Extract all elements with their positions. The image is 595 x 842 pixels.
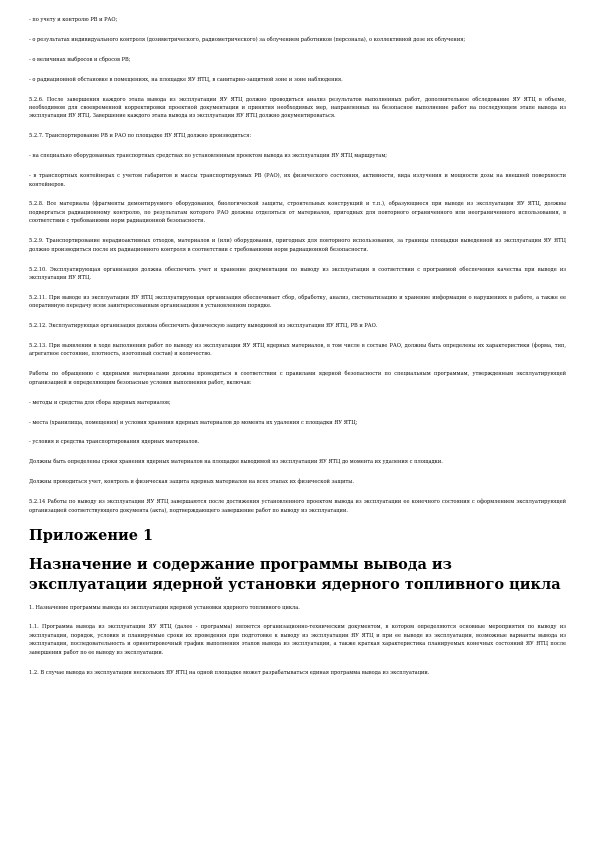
appendix-label: Приложение 1 xyxy=(29,526,154,544)
paragraph: Работы по обращению с ядерными материалами должны проводиться в соответствии с правилами ядерной безопасности по специальным программам, утвержденным эксплуатирующей организацией и определяющим безопасные условия выполнения работ, включая: xyxy=(29,371,566,386)
paragraph: 5.2.9. Транспортирование нерадиоактивных отходов, материалов и (или) оборудования, пригодных для повторного использования, за границы площадки выведенной из эксплуатации ЯУ ЯТЦ должно производиться после их радиационного контроля в соответствии с требованиями норм радиационной безопасности. xyxy=(29,238,566,253)
paragraph: 1.1. Программа вывода из эксплуатации ЯУ ЯТЦ (далее - программа) является организационно-техническим документом, в котором определяются основные мероприятия по выводу из эксплуатации, порядок, условия и планируемые сроки их проведения при подготовке к выводу из эксплуатации ЯУ ЯТЦ и при ее выводе из эксплуатации, возможные варианты вывода из эксплуатации, последовательность и ориентировочный график выполнения этапов вывода из эксплуатации, а также краткая характеристика планируемых конечных состояний ЯУ ЯТЦ после завершения работ по ее выводу из эксплуатации. xyxy=(29,624,566,656)
paragraph: 5.2.7. Транспортирование РВ и РАО по площадке ЯУ ЯТЦ должно производиться: xyxy=(29,133,252,140)
paragraph: - о радиационной обстановке в помещениях, на площадке ЯУ ЯТЦ, в санитарно-защитной зоне и зоне наблюдения. xyxy=(29,76,343,83)
paragraph: 5.2.14 Работы по выводу из эксплуатации ЯУ ЯТЦ завершаются после достижения установленного проектом вывода из эксплуатации ее конечного состояния с оформлением эксплуатирующей организацией соответствующего документа (акта), подтверждающего завершение работ по выводу из эксплуатации. xyxy=(29,499,566,514)
paragraph: 5.2.12. Эксплуатирующая организация должна обеспечить физическую защиту выводимой из эксплуатации ЯУ ЯТЦ, РВ и РАО. xyxy=(29,323,378,330)
paragraph: - по учету и контролю РВ и РАО; xyxy=(29,17,118,23)
paragraph: - в транспортных контейнерах с учетом габаритов и массы транспортируемых РВ (РАО), их физического состояния, активности, вида излучения и мощности дозы на внешней поверхности контейнеров. xyxy=(29,173,566,188)
paragraph: 5.2.8. Все материалы (фрагменты демонтируемого оборудования, биологической защиты, строительных конструкций и т.п.), образующиеся при выводе из эксплуатации ЯУ ЯТЦ, должны подвергаться радиационному контролю, по результатам которого РАО должны отделяться от материалов, пригодных для повторного ограниченного или неограниченного использования, в соответствии с требованиями норм радиационной безопасности. xyxy=(29,201,566,225)
paragraph: 5.2.13. При выявлении в ходе выполнения работ по выводу из эксплуатации ЯУ ЯТЦ ядерных материалов, в том числе в составе РАО, должны быть определены их характеристики (форма, тип, агрегатное состояние, плотность, изотопный состав) и количество. xyxy=(29,343,566,358)
paragraph: - методы и средства для сбора ядерных материалов; xyxy=(29,399,171,406)
paragraph: - о величинах выбросов и сбросов РВ; xyxy=(29,56,131,63)
top-paragraphs xyxy=(29,16,566,515)
document-body xyxy=(29,16,566,688)
paragraph: - о результатах индивидуального контроля (дозиметрического, радиометрического) за облучением работников (персонала), о коллективной дозе их облучения; xyxy=(29,36,466,43)
paragraph: Должны проводиться учет, контроль и физическая защита ядерных материалов на всех этапах их физической защиты. xyxy=(29,479,354,486)
paragraph: - места (хранилища, помещения) и условия хранения ядерных материалов до момента их удаления с площадки ЯУ ЯТЦ; xyxy=(29,419,358,426)
bottom-paragraphs xyxy=(29,604,566,677)
paragraph: Должны быть определены сроки хранения ядерных материалов на площадке выводимой из эксплуатации ЯУ ЯТЦ до момента их удаления с площадки. xyxy=(29,459,443,466)
paragraph: 1. Назначение программы вывода из эксплуатации ядерной установки ядерного топливного цикла. xyxy=(29,604,300,611)
paragraph: 5.2.6. После завершения каждого этапа вывода из эксплуатации ЯУ ЯТЦ должно проводиться анализ результатов выполненных работ, дополнительное обследование ЯУ ЯТЦ в объеме, необходимом для своевременной корректировки проектной документации и принятия необходимых мер, направленных на безопасное выполнение работ на последующем этапе вывода из эксплуатации ЯУ ЯТЦ. Завершение каждого этапа вывода из эксплуатации ЯУ ЯТЦ должно документироваться. xyxy=(29,96,566,120)
paragraph: 5.2.11. При выводе из эксплуатации ЯУ ЯТЦ эксплуатирующая организация обеспечивает сбор, обработку, анализ, систематизацию и хранение информации о нарушениях в работе, а также ее оперативную передачу всем заинтересованным организациям в установленном порядке. xyxy=(29,294,566,310)
appendix-title: Назначение и содержание программы вывода из эксплуатации ядерной установки ядерного топливного цикла xyxy=(29,555,561,593)
paragraph: - на специально оборудованных транспортных средствах по установленным проектом вывода из эксплуатации ЯУ ЯТЦ маршрутам; xyxy=(29,153,388,160)
paragraph: - условия и средства транспортирования ядерных материалов. xyxy=(29,439,200,446)
paragraph: 5.2.10. Эксплуатирующая организация должна обеспечить учет и хранение документации по выводу из эксплуатации в соответствии с программой обеспечения качества при выводе из эксплуатации ЯУ ЯТЦ. xyxy=(29,266,566,281)
paragraph: 1.2. В случае вывода из эксплуатации нескольких ЯУ ЯТЦ на одной площадке может разрабатываться единая программа вывода из эксплуатации. xyxy=(29,669,430,676)
